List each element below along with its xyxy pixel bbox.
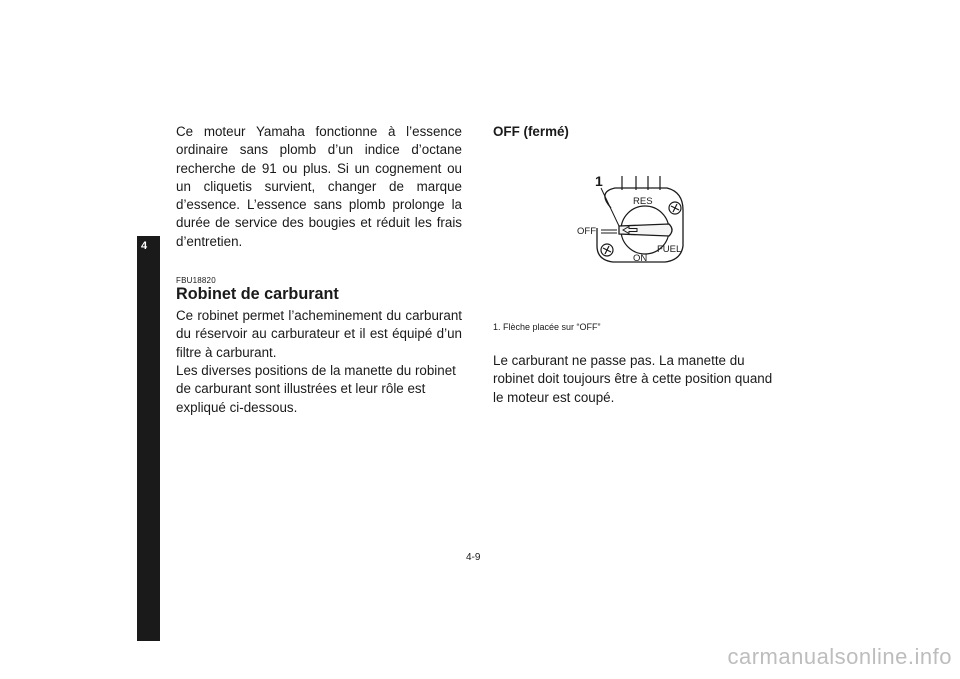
chapter-number: 4: [141, 240, 148, 252]
off-subheading: OFF (fermé): [493, 124, 569, 139]
section-code: FBU18820: [176, 276, 216, 286]
callout-leader: [601, 188, 619, 226]
section-title: Robinet de carburant: [176, 285, 339, 304]
label-on: ON: [633, 253, 648, 264]
screw-icon: [601, 244, 613, 256]
chapter-tab: [137, 236, 160, 641]
fuel-cock-figure: [567, 168, 697, 268]
callout-number: 1: [595, 173, 603, 189]
page-number: 4-9: [466, 552, 481, 563]
figure-caption: 1. Flèche placée sur “OFF”: [493, 322, 601, 332]
label-off: OFF: [577, 226, 596, 237]
body-paragraph-2: Les diverses positions de la manette du robinet de carburant sont illustrées et leur rôle est expliqué ci-dessous.: [176, 362, 456, 415]
intro-paragraph: Ce moteur Yamaha fonctionne à l’essence ordinaire sans plomb d’un indice d’octane recherche de 91 ou plus. Si un cognement ou un cliquetis survient, changer de marque d’essence. L’essence sans plomb prolonge la durée de service des bougies et réduit les frais d’entretien.: [176, 124, 462, 249]
screw-icon: [669, 202, 681, 214]
watermark: carmanualsonline.info: [727, 644, 952, 669]
label-res: RES: [633, 196, 653, 207]
right-column-body: [493, 352, 783, 407]
off-description: Le carburant ne passe pas. La manette du robinet doit toujours être à cette position quand le moteur est coupé.: [493, 353, 773, 405]
right-column-header: [493, 123, 783, 141]
body-paragraph-1: Ce robinet permet l’acheminement du carburant du réservoir au carburateur et il est équipé d’un filtre à carburant.: [176, 308, 462, 360]
left-column: [176, 123, 462, 417]
label-fuel: FUEL: [657, 244, 682, 255]
fuel-cock-lever: [619, 224, 672, 236]
